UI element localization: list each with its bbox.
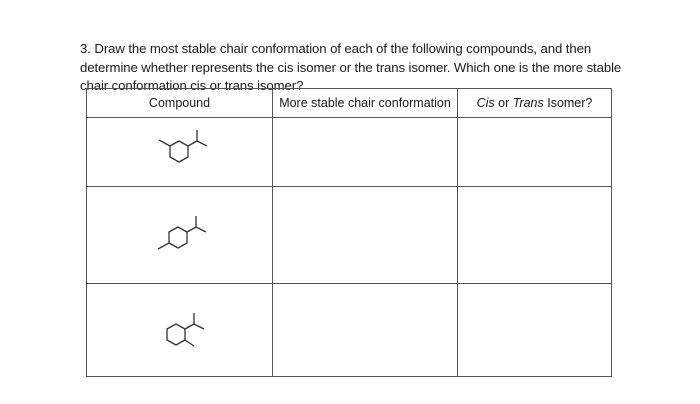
compound-cell	[87, 284, 273, 377]
header-isomer-word: Isomer?	[543, 96, 593, 110]
compound-cell	[87, 187, 273, 284]
chair-conformation-answer-cell[interactable]	[273, 118, 458, 187]
chair-conformation-answer-cell[interactable]	[273, 187, 458, 284]
header-chair-conformation: More stable chair conformation	[273, 89, 458, 118]
table-header-row	[87, 89, 612, 118]
table-row	[87, 284, 612, 377]
compound-3-structure-icon	[140, 300, 220, 360]
header-trans-word: Trans	[512, 96, 544, 110]
compound-1-structure-icon	[145, 127, 215, 177]
header-cis-trans	[458, 89, 612, 118]
header-or-word: or	[494, 96, 513, 110]
chair-conformation-answer-cell[interactable]	[273, 284, 458, 377]
cis-trans-answer-cell[interactable]	[458, 284, 612, 377]
header-cis-word: Cis	[476, 96, 495, 110]
question-number: 3.	[80, 41, 91, 57]
table-row	[87, 187, 612, 284]
answer-table	[86, 88, 612, 377]
table-row	[87, 118, 612, 187]
compound-cell	[87, 118, 273, 187]
header-compound: Compound	[87, 89, 273, 118]
cis-trans-answer-cell[interactable]	[458, 118, 612, 187]
question-text: Draw the most stable chair conformation of each of the following compounds, and then determine whether represents the cis isomer or the trans isomer. Which one is the more stable chair conformation cis or trans isomer?	[80, 41, 622, 94]
cis-trans-answer-cell[interactable]	[458, 187, 612, 284]
compound-2-structure-icon	[140, 205, 220, 265]
